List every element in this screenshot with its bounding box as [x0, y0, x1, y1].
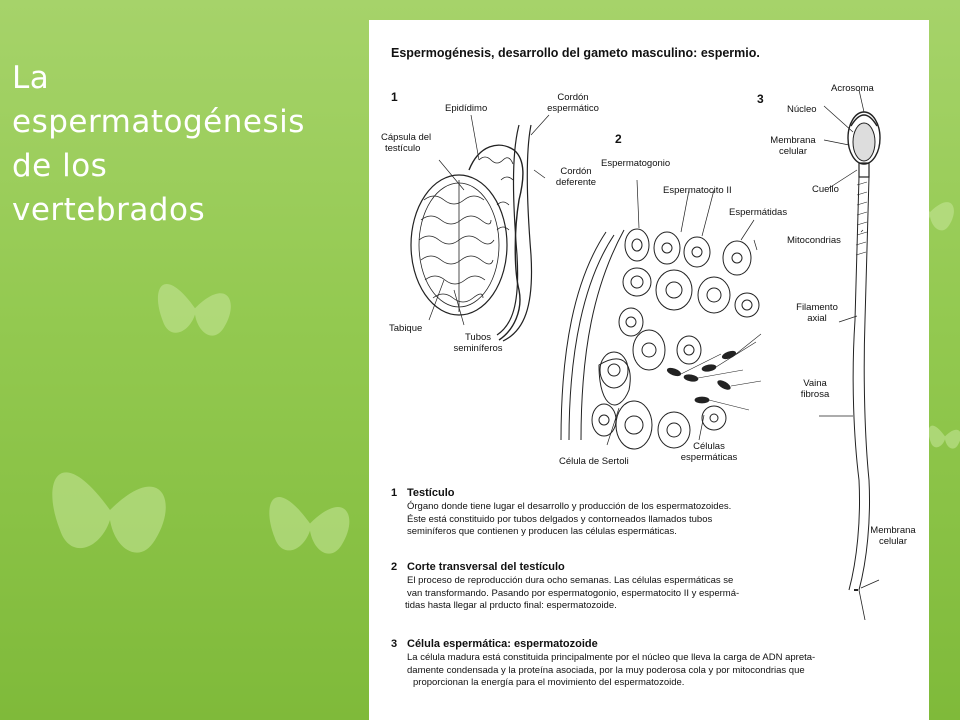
- section-number: 1: [391, 487, 398, 499]
- label-cordon-deferente: [549, 166, 603, 188]
- label-line: Membrana: [770, 135, 816, 146]
- label-cuello: Cuello: [812, 184, 839, 195]
- spermatic-cord: [497, 125, 532, 341]
- section-corte-transversal: [391, 561, 911, 621]
- label-tubos-seminiferos: [445, 332, 511, 354]
- label-line: deferente: [555, 177, 597, 188]
- label-capsula: [381, 132, 431, 154]
- butterfly-decoration-icon: [150, 250, 240, 360]
- section-line: proporcionan la energía para el movimiento del espermatozoide.: [413, 677, 685, 688]
- section-number: 2: [391, 561, 398, 573]
- label-line: Cápsula del: [381, 132, 432, 143]
- label-line: axial: [807, 313, 827, 324]
- label-line: Células: [693, 441, 725, 452]
- section-number: 3: [391, 638, 398, 650]
- section-heading: Corte transversal del testículo: [407, 561, 565, 573]
- label-line: testículo: [385, 143, 421, 154]
- tail: [853, 320, 869, 480]
- label-acrosoma: Acrosoma: [831, 83, 874, 94]
- part-2-number: 2: [615, 132, 622, 146]
- label-line: Vaina: [803, 378, 827, 389]
- epididymis-coils: [479, 157, 513, 230]
- leader-lines: [607, 180, 757, 445]
- germ-cells: [592, 229, 759, 449]
- butterfly-decoration-icon: [40, 420, 180, 590]
- slide-title-line: vertebrados: [12, 192, 206, 228]
- part-1-number: 1: [391, 90, 398, 104]
- part-3-number: 3: [757, 92, 764, 106]
- section-line: La célula madura está constituida principalmente por el núcleo que lleva la carga de ADN apreta-: [407, 652, 816, 663]
- label-line: Cordón: [557, 92, 589, 103]
- section-body: [407, 575, 907, 613]
- label-line: Tubos: [464, 332, 492, 343]
- section-celula-espermatica: [391, 638, 911, 700]
- section-body: [407, 501, 907, 539]
- slide-title-line: de los: [12, 148, 108, 184]
- butterfly-decoration-icon: [260, 460, 360, 580]
- section-line: damente condensada y la proteína asociada, por la muy poderosa cola y por mitocondrias que: [407, 664, 805, 676]
- butterfly-decoration-icon: [925, 380, 960, 490]
- section-testiculo: [391, 487, 911, 547]
- section-line: El proceso de reproducción dura ocho semanas. Las células espermáticas se: [407, 575, 734, 586]
- label-membrana-celular: [763, 135, 823, 157]
- label-line: celular: [879, 536, 907, 547]
- label-espermatocito: Espermatocito II: [663, 185, 732, 196]
- label-cordon-espermatico: [535, 92, 611, 114]
- label-line: celular: [779, 146, 807, 157]
- label-espermatogonio: Espermatogonio: [601, 158, 671, 169]
- label-vaina-fibrosa: [793, 378, 837, 400]
- section-line: Órgano donde tiene lugar el desarrollo y producción de los espermatozoides.: [407, 501, 732, 512]
- label-line: Filamento: [796, 302, 838, 313]
- section-line: Éste está constituido por tubos delgados y contorneados llamados tubos: [407, 513, 713, 525]
- slide-title-line: La: [12, 60, 50, 96]
- sperm-tails: [681, 334, 761, 410]
- sperm-heads: [666, 350, 736, 403]
- slide-title-line: espermatogénesis: [12, 104, 305, 140]
- figure-title: Espermogénesis, desarrollo del gameto masculino: espermio.: [391, 46, 760, 60]
- figure-image: [369, 20, 929, 720]
- nucleus: [853, 123, 875, 161]
- slide-title: [12, 56, 352, 232]
- label-celulas-espermaticas: [669, 441, 749, 463]
- label-epididimo: Epidídimo: [445, 103, 488, 114]
- label-filamento-axial: [789, 302, 845, 324]
- tubule-wall: [561, 230, 624, 440]
- seminiferous-tubules: [419, 180, 494, 312]
- epididymis: [469, 145, 523, 340]
- section-body: [407, 652, 907, 690]
- tail-midpiece: [855, 177, 869, 320]
- label-line: espermáticas: [680, 452, 738, 463]
- section-line: seminíferos que contienen y producen las células espermáticas.: [407, 526, 677, 537]
- label-espermatidas: Espermátidas: [729, 207, 788, 218]
- label-line: espermático: [547, 103, 599, 114]
- section-heading: Célula espermática: espermatozoide: [407, 638, 598, 650]
- section-line: van transformando. Pasando por espermatogonio, espermatocito II y espermá-: [407, 587, 740, 599]
- neck: [859, 163, 869, 177]
- label-sertoli: Célula de Sertoli: [559, 456, 629, 467]
- label-tabique: Tabique: [389, 323, 423, 334]
- label-line: fibrosa: [800, 389, 830, 400]
- label-mitocondrias: Mitocondrias: [787, 235, 841, 246]
- label-line: seminíferos: [453, 343, 503, 354]
- label-nucleo: Núcleo: [787, 104, 817, 115]
- label-line: Cordón: [560, 166, 592, 177]
- section-heading: Testículo: [407, 487, 455, 499]
- label-line: Membrana: [870, 525, 916, 536]
- section-line: tidas hasta llegar al prducto final: espermatozoide.: [405, 600, 617, 611]
